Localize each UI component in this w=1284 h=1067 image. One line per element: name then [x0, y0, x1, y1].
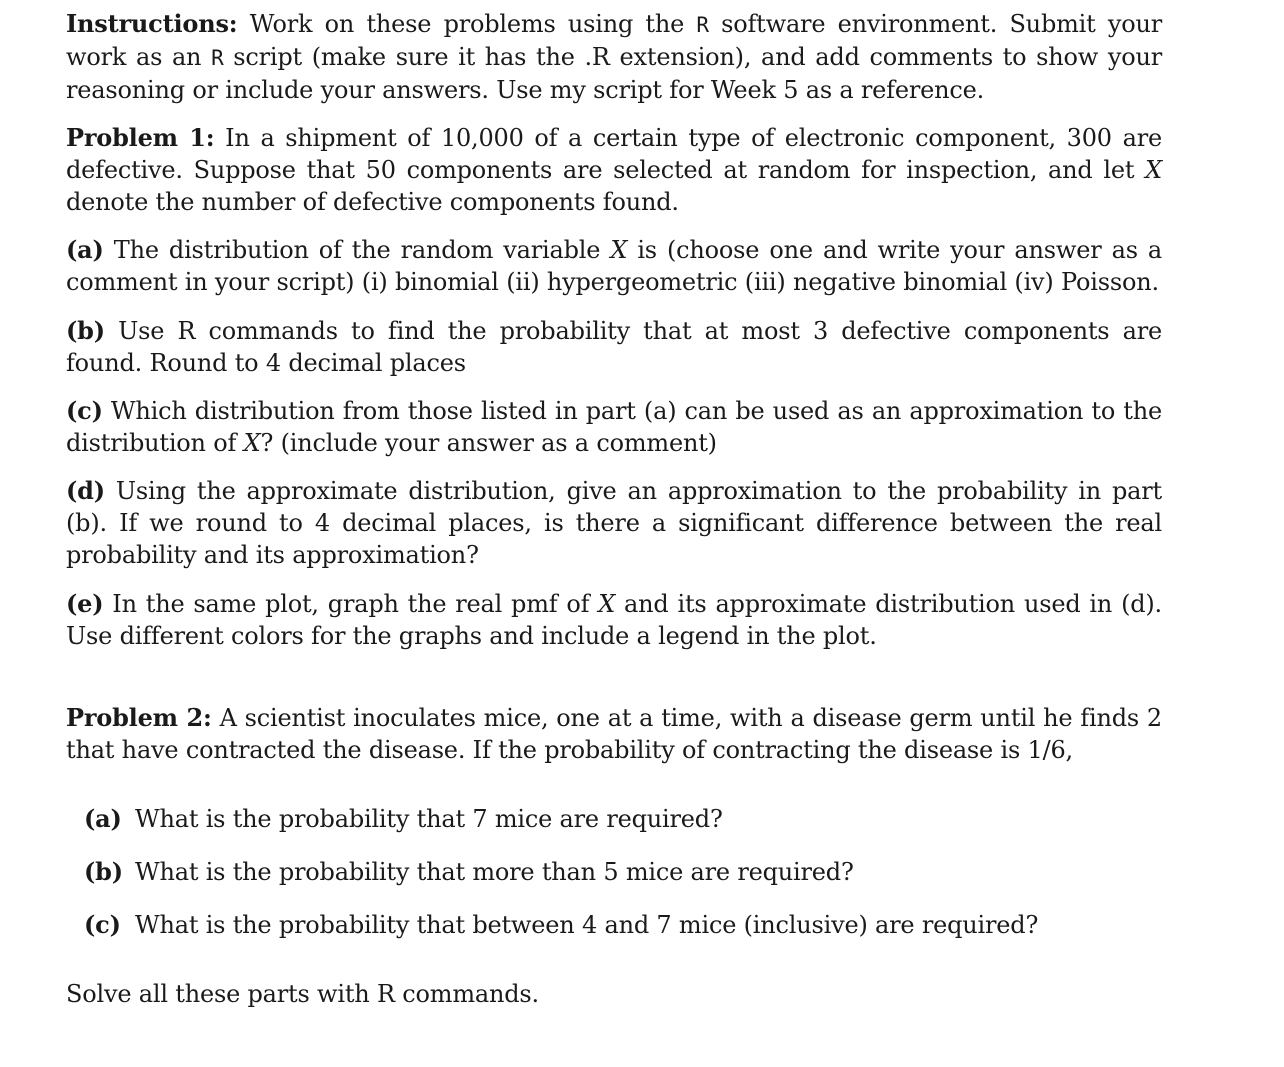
item-c-label: (c)	[84, 910, 121, 939]
problem-1e-paragraph	[66, 588, 1162, 652]
part-d-text: Using the approximate distribution, give an approximation to the probability in part (b). If we round to 4 decimal places, is there a significant difference between the real probability and its approximation?	[66, 477, 1162, 569]
problem-1c-paragraph	[66, 395, 1162, 459]
part-e-text-1: In the same plot, graph the real pmf of	[103, 590, 599, 618]
code-r-2: R	[211, 46, 224, 70]
problem-2a-item	[84, 803, 1162, 835]
part-e-label: (e)	[66, 589, 104, 618]
instructions-text-1: Work on these problems using the	[237, 10, 697, 38]
variable-x: X	[598, 590, 616, 618]
code-r-1: R	[696, 13, 709, 37]
part-d-label: (d)	[66, 476, 105, 505]
item-a-label: (a)	[84, 804, 122, 833]
instructions-text-2: software environment. Submit your work as an	[66, 10, 1162, 71]
problem-2b-item	[84, 856, 1162, 888]
problem-2-paragraph	[66, 702, 1162, 766]
part-c-label: (c)	[66, 396, 103, 425]
problem-1-text-2: denote the number of defective components found.	[66, 188, 679, 216]
part-c-text-1: Which distribution from those listed in part (a) can be used as an approximation to the distribution of	[66, 397, 1162, 457]
part-a-text-1: The distribution of the random variable	[103, 236, 611, 264]
problem-1d-paragraph	[66, 475, 1162, 571]
part-b-text: Use R commands to find the probability that at most 3 defective components are found. Round to 4 decimal places	[66, 317, 1162, 377]
problem-1-label: Problem 1:	[66, 123, 215, 152]
variable-x: X	[610, 236, 628, 264]
problem-2-text: A scientist inoculates mice, one at a time, with a disease germ until he finds 2 that have contracted the disease. If the probability of contracting the disease is 1/6,	[66, 704, 1162, 764]
problem-2c-item	[84, 909, 1162, 941]
assignment-document	[66, 6, 1162, 1010]
item-c-text: What is the probability that between 4 and 7 mice (inclusive) are required?	[135, 911, 1039, 939]
item-b-text: What is the probability that more than 5 mice are required?	[135, 858, 854, 886]
item-a-text: What is the probability that 7 mice are required?	[135, 805, 723, 833]
instructions-label: Instructions:	[66, 9, 238, 38]
part-b-label: (b)	[66, 316, 105, 345]
problem-1-text: In a shipment of 10,000 of a certain type of electronic component, 300 are defective. Suppose that 50 components are selected at random for inspection, and let	[66, 124, 1162, 184]
problem-2-label: Problem 2:	[66, 703, 212, 732]
problem-1-paragraph	[66, 122, 1162, 218]
closing-instruction: Solve all these parts with R commands.	[66, 980, 539, 1008]
part-c-text-2: ? (include your answer as a comment)	[260, 429, 717, 457]
problem-1b-paragraph	[66, 315, 1162, 379]
part-a-label: (a)	[66, 235, 104, 264]
item-b-label: (b)	[84, 857, 123, 886]
instructions-text-3: script (make sure it has the .R extension), and add comments to show your reasoning or include your answers. Use my script for Week 5 as a reference.	[66, 43, 1162, 104]
problem-1a-paragraph	[66, 234, 1162, 298]
part-a-text-2: is (choose one and write your answer as a comment in your script) (i) binomial (ii) hypergeometric (iii) negative binomial (iv) Poisson.	[66, 236, 1163, 296]
part-e-text-2: and its approximate distribution used in (d). Use different colors for the graphs and include a legend in the plot.	[66, 590, 1162, 650]
variable-x: X	[1145, 156, 1162, 184]
variable-x: X	[243, 429, 261, 457]
instructions-paragraph	[66, 8, 1162, 106]
